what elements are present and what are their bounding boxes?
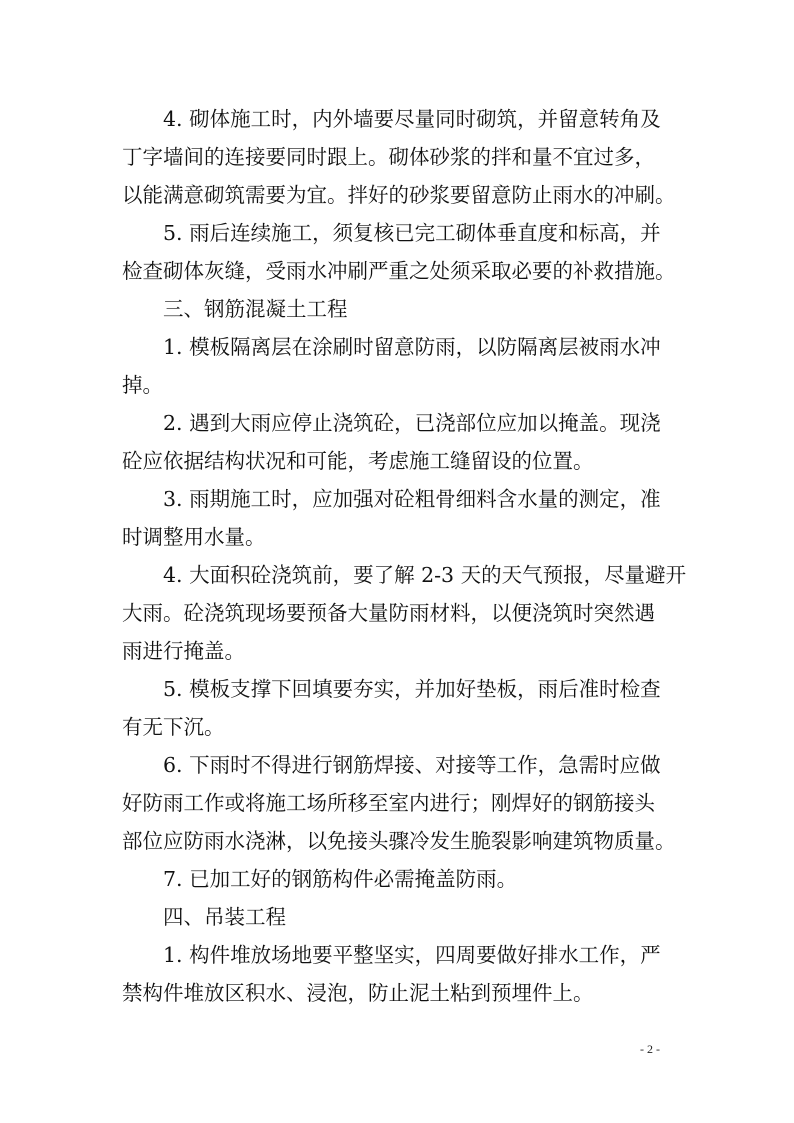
text-line: 丁字墙间的连接要同时跟上。砌体砂浆的拌和量不宜过多， xyxy=(122,145,655,169)
text-line: 6. 下雨时不得进行钢筋焊接、对接等工作，急需时应做 xyxy=(163,753,661,777)
text-line: 1. 模板隔离层在涂刷时留意防雨，以防隔离层被雨水冲 xyxy=(163,335,661,359)
text-line: 5. 模板支撑下回填要夯实，并加好垫板，雨后准时检查 xyxy=(163,677,661,701)
text-line: 2. 遇到大雨应停止浇筑砼，已浇部位应加以掩盖。现浇 xyxy=(163,411,661,435)
text-line: 有无下沉。 xyxy=(122,715,225,739)
text-line: 禁构件堆放区积水、浸泡，防止泥土粘到预埋件上。 xyxy=(122,981,594,1005)
text-line: 掉。 xyxy=(122,373,163,397)
text-line: 4. 砌体施工时，内外墙要尽量同时砌筑，并留意转角及 xyxy=(163,107,661,131)
text-line: 好防雨工作或将施工场所移至室内进行；刚焊好的钢筋接头 xyxy=(122,791,655,815)
text-line: 以能满意砌筑需要为宜。拌好的砂浆要留意防止雨水的冲刷。 xyxy=(122,183,676,207)
text-line: 4. 大面积砼浇筑前，要了解 2-3 天的天气预报，尽量避开 xyxy=(163,563,687,587)
text-line: 3. 雨期施工时，应加强对砼粗骨细料含水量的测定，准 xyxy=(163,487,661,511)
text-line: 部位应防雨水浇淋，以免接头骤冷发生脆裂影响建筑物质量。 xyxy=(122,829,676,853)
text-line: 大雨。砼浇筑现场要预备大量防雨材料，以便浇筑时突然遇 xyxy=(122,601,655,625)
text-line: 7. 已加工好的钢筋构件必需掩盖防雨。 xyxy=(163,867,518,891)
text-line: 1. 构件堆放场地要平整坚实，四周要做好排水工作，严 xyxy=(163,943,661,967)
text-line: 时调整用水量。 xyxy=(122,525,266,549)
section-heading: 三、钢筋混凝土工程 xyxy=(163,297,348,321)
section-heading: 四、吊装工程 xyxy=(163,905,286,929)
text-line: 5. 雨后连续施工，须复核已完工砌体垂直度和标高，并 xyxy=(163,221,661,245)
text-line: 雨进行掩盖。 xyxy=(122,639,245,663)
text-line: 砼应依据结构状况和可能，考虑施工缝留设的位置。 xyxy=(122,449,594,473)
text-line: 检查砌体灰缝，受雨水冲刷严重之处须采取必要的补救措施。 xyxy=(122,259,676,283)
page-number: - 2 - xyxy=(640,1042,660,1056)
